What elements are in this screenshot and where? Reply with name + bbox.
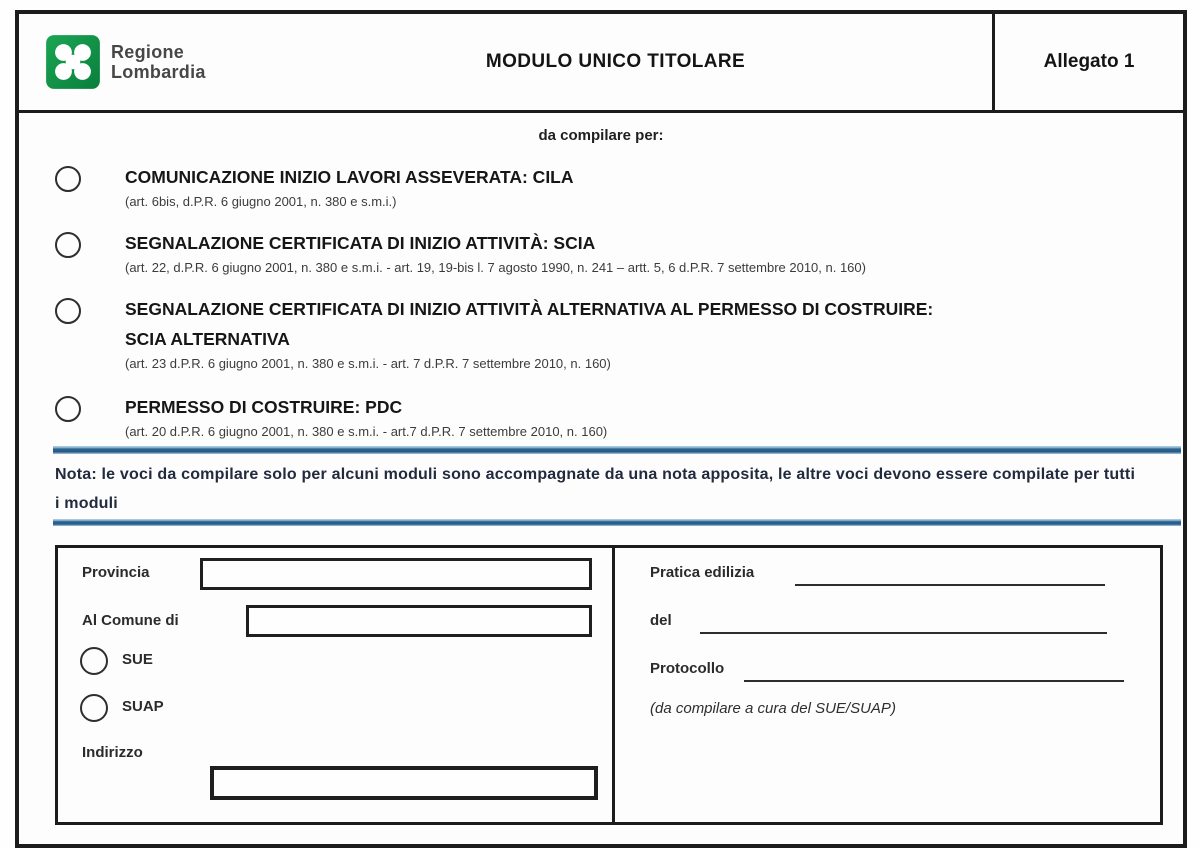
- divider-blue-top: [53, 446, 1181, 454]
- document-title: MODULO UNICO TITOLARE: [485, 51, 746, 72]
- radio-pdc-button[interactable]: [55, 396, 81, 422]
- radio-sue-button[interactable]: [80, 647, 108, 675]
- del-fill-line[interactable]: [700, 614, 1107, 634]
- option-pdc-title: PERMESSO DI COSTRUIRE: PDC: [125, 397, 403, 417]
- attachment-label: Allegato 1: [992, 14, 1183, 110]
- radio-cila-button[interactable]: [55, 166, 81, 192]
- indirizzo-input[interactable]: [210, 766, 598, 800]
- rosa-camuna-icon: [45, 34, 101, 90]
- del-label: del: [650, 612, 672, 629]
- protocollo-fill-line[interactable]: [744, 662, 1124, 682]
- radio-scia-button[interactable]: [55, 232, 81, 258]
- radio-scia-alternativa-button[interactable]: [55, 298, 81, 324]
- sue-suap-note: (da compilare a cura del SUE/SUAP): [650, 700, 896, 717]
- protocol-cell: [615, 548, 1160, 822]
- option-pdc-subtitle: (art. 20 d.P.R. 6 giugno 2001, n. 380 e s.m.i. - art.7 d.P.R. 7 settembre 2010, n. 160): [125, 424, 608, 439]
- option-scia-title: SEGNALAZIONE CERTIFICATA DI INIZIO ATTIVITÀ: SCIA: [125, 233, 596, 253]
- option-scia-alternativa-subtitle: (art. 23 d.P.R. 6 giugno 2001, n. 380 e s.m.i. - art. 7 d.P.R. 7 settembre 2010, n. 160): [125, 356, 611, 371]
- option-scia-alternativa-title-line2: SCIA ALTERNATIVA: [125, 329, 290, 349]
- option-scia-alternativa-title: SEGNALAZIONE CERTIFICATA DI INIZIO ATTIVITÀ ALTERNATIVA AL PERMESSO DI COSTRUIRE:: [125, 299, 934, 319]
- option-cila-title: COMUNICAZIONE INIZIO LAVORI ASSEVERATA: CILA: [125, 167, 574, 187]
- suap-label: SUAP: [122, 698, 164, 715]
- sue-label: SUE: [122, 651, 153, 668]
- option-scia-subtitle: (art. 22, d.P.R. 6 giugno 2001, n. 380 e s.m.i. - art. 19, 19-bis l. 7 agosto 1990, n. 241 – artt. 5, 6 d.P.R. 7 settembre 2010, n. 160): [125, 260, 866, 275]
- option-cila: [125, 162, 1179, 212]
- indirizzo-label: Indirizzo: [82, 744, 143, 761]
- pratica-edilizia-label: Pratica edilizia: [650, 564, 755, 581]
- radio-suap-button[interactable]: [80, 694, 108, 722]
- provincia-input[interactable]: [200, 558, 592, 590]
- comune-input[interactable]: [246, 605, 592, 637]
- option-scia: [125, 228, 1179, 278]
- note-text: Nota: le voci da compilare solo per alcuni moduli sono accompagnate da una nota apposita, le altre voci devono essere compilate per tutti i moduli: [55, 466, 1136, 512]
- recipient-cell: [58, 548, 615, 822]
- option-pdc: [125, 392, 1179, 442]
- protocollo-label: Protocollo: [650, 660, 725, 677]
- provincia-label: Provincia: [82, 564, 150, 581]
- recipient-protocol-table: [55, 545, 1163, 825]
- header-main: [19, 14, 992, 110]
- header: [19, 14, 1183, 113]
- regione-lombardia-logo: [45, 34, 206, 90]
- brand-name: Regione Lombardia: [111, 42, 206, 82]
- option-scia-alternativa: [125, 294, 1179, 374]
- intro-text: da compilare per:: [538, 127, 664, 144]
- divider-blue-bottom: [53, 519, 1181, 526]
- pratica-edilizia-fill-line[interactable]: [795, 566, 1105, 586]
- form-sheet: [15, 10, 1187, 848]
- module-options: [125, 162, 1179, 458]
- option-cila-subtitle: (art. 6bis, d.P.R. 6 giugno 2001, n. 380 e s.m.i.): [125, 194, 397, 209]
- comune-label: Al Comune di: [82, 612, 179, 629]
